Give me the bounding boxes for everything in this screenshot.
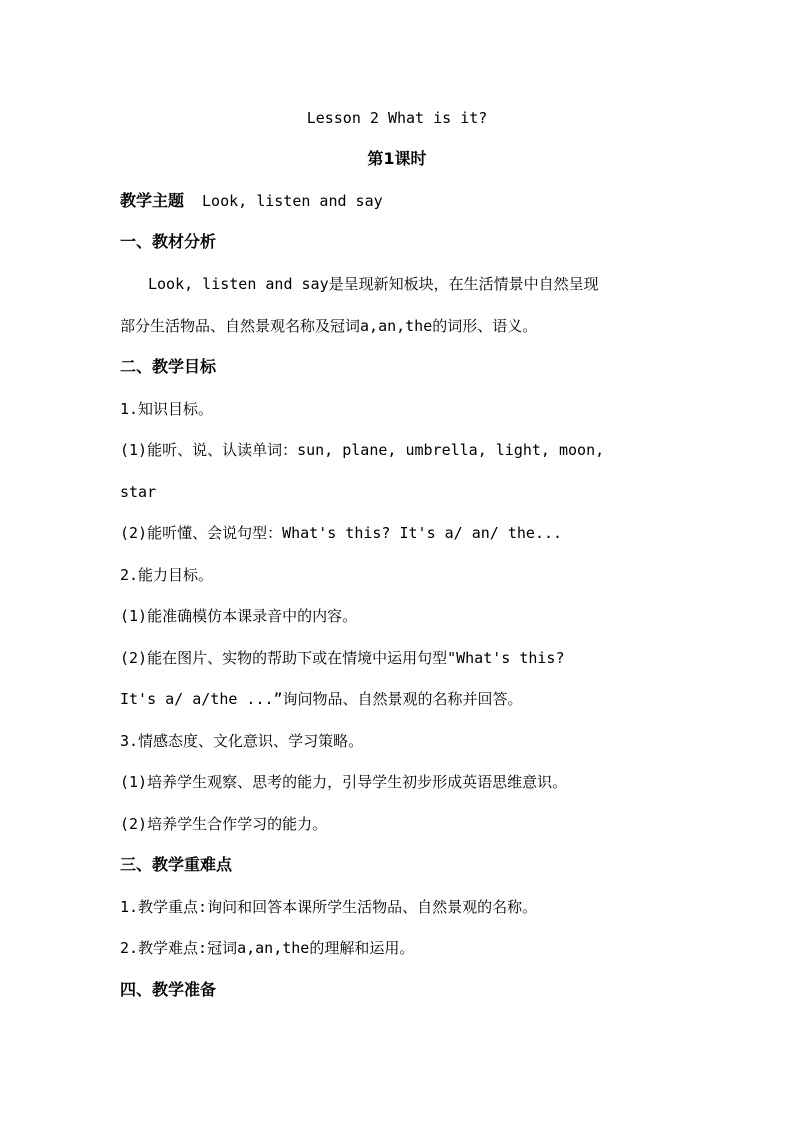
- objective-3-1: (1)培养学生观察、思考的能力，引导学生初步形成英语思维意识。: [120, 773, 568, 791]
- section1-para-line2: 部分生活物品、自然景观名称及冠词a,an,the的词形、语义。: [120, 317, 538, 335]
- section1-para-line1: Look, listen and say是呈现新知板块，在生活情景中自然呈现: [148, 275, 599, 293]
- lesson-title: Lesson 2 What is it?: [306, 109, 488, 127]
- section1-heading: 一、教材分析: [120, 232, 217, 251]
- difficult-point: 2.教学难点:冠词a,an,the的理解和运用。: [120, 939, 415, 957]
- objective-1-2: (2)能听懂、会说句型：What's this? It's a/ an/ the...: [120, 524, 563, 542]
- key-point: 1.教学重点:询问和回答本课所学生活物品、自然景观的名称。: [120, 898, 538, 916]
- objective-1: 1.知识目标。: [120, 400, 214, 418]
- objective-3-2: (2)培养学生合作学习的能力。: [120, 815, 328, 833]
- objective-1-1-line1: (1)能听、说、认读单词：sun, plane, umbrella, light, moon,: [120, 441, 605, 459]
- objective-2-2-line1: (2)能在图片、实物的帮助下或在情境中运用句型"What's this?: [120, 649, 565, 667]
- topic-line: [120, 190, 680, 212]
- objective-2-2-line2: It's a/ a/the ...”询问物品、自然景观的名称并回答。: [120, 690, 523, 708]
- section3-heading: 三、教学重难点: [120, 855, 233, 874]
- objective-1-1-line2: star: [120, 483, 157, 501]
- section2-heading: 二、教学目标: [120, 357, 217, 376]
- topic-value: Look, listen and say: [202, 192, 383, 210]
- objective-3: 3.情感态度、文化意识、学习策略。: [120, 732, 364, 750]
- section4-heading: 四、教学准备: [120, 980, 217, 999]
- objective-2-1: (1)能准确模仿本课录音中的内容。: [120, 607, 358, 625]
- objective-2: 2.能力目标。: [120, 566, 214, 584]
- lesson-subtitle: 第1课时: [367, 149, 427, 168]
- topic-label: 教学主题: [120, 191, 185, 210]
